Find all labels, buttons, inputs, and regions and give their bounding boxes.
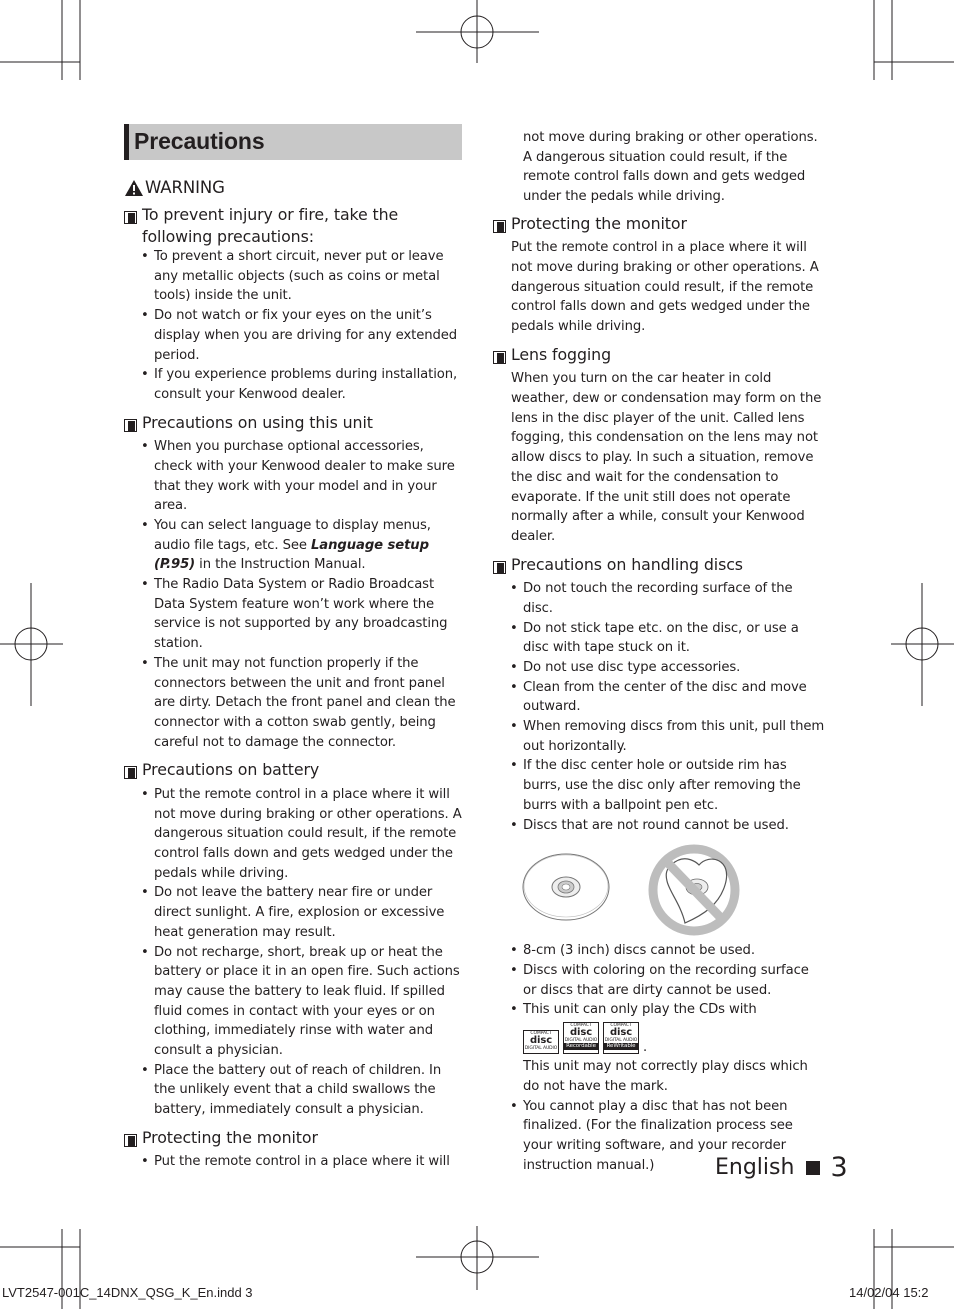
cd-logos: COMPACT disc DIGITAL AUDIO COMPACT disc DIGITAL AUDIO Recordable COMPACT disc DIGITAL AUDIO ReWritable . [524, 1023, 648, 1056]
list-item: • Put the remote control in a place where it will [141, 1154, 450, 1170]
section-heading: Lens fogging [493, 344, 825, 370]
page-footer [715, 1153, 848, 1183]
list-item: • Discs that are not round cannot be used. [510, 817, 789, 833]
title-bar [124, 124, 462, 160]
compact-disc-logo: COMPACT disc DIGITAL AUDIO [523, 1030, 559, 1054]
list-item: • This unit can only play the CDs with [510, 1002, 757, 1018]
paragraph: When you turn on the car heater in cold weather, dew or condensation may form on the lens in the disc player of the unit. Called lens fogging, this condensation on the lens may not allow discs to play. In such a situation, remove the disc and wait for the condensation to evaporate. If the unit still does not operate normally after a while, consult your Kenwood dealer. [511, 371, 822, 544]
footer-square-icon [806, 1161, 820, 1175]
section-heading: Protecting the monitor [493, 213, 825, 239]
list-item: • Discs with coloring on the recording surface or discs that are dirty cannot be used. [510, 963, 809, 998]
warning-icon [124, 179, 144, 197]
list-item: • If you experience problems during installation, consult your Kenwood dealer. [141, 367, 458, 402]
list-item: • Place the battery out of reach of children. In the unlikely event that a child swallows the battery, immediately consult a physician. [141, 1062, 442, 1118]
list-item: • The Radio Data System or Radio Broadcast Data System feature won’t work where the service is not supported by any broadcasting station. [141, 577, 448, 652]
warning-heading [124, 178, 462, 198]
list-item: • Do not use disc type accessories. [510, 659, 741, 675]
section-square-icon [124, 759, 138, 785]
list-item: • To prevent a short circuit, never put or leave any metallic objects (such as coins or metal tools) inside the unit. [141, 249, 444, 304]
slug-filename: LVT2547-001C_14DNX_QSG_K_En.indd 3 [2, 1285, 253, 1300]
list-item: • Clean from the center of the disc and move outward. [510, 679, 807, 715]
list-item: • Do not touch the recording surface of the disc. [510, 581, 793, 616]
left-column [124, 124, 462, 1172]
list-item: • Do not leave the battery near fire or under direct sunlight. A fire, explosion or excessive heat generation may result. [141, 885, 445, 940]
bullet-list [493, 579, 825, 835]
section-square-icon [124, 412, 138, 438]
bullet-list [124, 247, 462, 405]
list-item: • Do not recharge, short, break up or heat the battery or place it in an open fire. Such actions may cause the battery to leak fluid. If spilled fluid comes in contact with your eyes or on clothing, immediately rinse with water and consult a physician. [141, 944, 460, 1059]
disc-shapes-icon [521, 843, 751, 938]
section-heading: Precautions on handling discs [493, 554, 825, 580]
section-heading: To prevent injury or fire, take the following precautions: [124, 204, 462, 247]
section-square-icon [493, 554, 507, 580]
list-item: • When you purchase optional accessories, check with your Kenwood dealer to make sure that they work with your model and in your area. [141, 439, 455, 514]
language-label: English [715, 1155, 795, 1180]
continued-text: not move during braking or other operations. A dangerous situation could result, if the remote control falls down and gets wedged under the pedals while driving. [523, 130, 818, 205]
paragraph: This unit may not correctly play discs which do not have the mark. [523, 1059, 808, 1094]
section-heading: Precautions on using this unit [124, 412, 462, 438]
section-heading: Precautions on battery [124, 759, 462, 785]
section-square-icon [124, 1127, 138, 1153]
compact-disc-rewritable-logo: COMPACT disc DIGITAL AUDIO ReWritable [603, 1022, 639, 1054]
section-square-icon [493, 213, 507, 239]
bullet-list [124, 785, 462, 1120]
bullet-list [124, 437, 462, 752]
cross-reference: Language setup (P.95) [154, 537, 429, 573]
list-item: • You can select language to display menus, audio file tags, etc. See Language setup (P.95) in the Instruction Manual. [141, 517, 431, 573]
list-item: • You cannot play a disc that has not been finalized. (For the finalization process see your writing software, and your recorder instruction manual.) [510, 1098, 793, 1173]
list-item: • Do not stick tape etc. on the disc, or use a disc with tape stuck on it. [510, 620, 799, 656]
list-item: • 8-cm (3 inch) discs cannot be used. [510, 943, 755, 959]
round-disc-icon [523, 854, 609, 920]
bullet-list [124, 1152, 462, 1172]
heart-disc-prohibited-icon [653, 849, 735, 931]
right-column [493, 128, 825, 1175]
page-number: 3 [830, 1152, 848, 1183]
section-heading: Protecting the monitor [124, 1127, 462, 1153]
list-item: • When removing discs from this unit, pull them out horizontally. [510, 719, 825, 754]
list-item: • The unit may not function properly if the connectors between the unit and front panel are dirty. Detach the front panel and clean the connector with a cotton swab gently, being careful not to damage the connector. [141, 655, 456, 750]
section-square-icon [493, 344, 507, 370]
list-item: • Put the remote control in a place where it will not move during braking or other operations. A dangerous situation could result, if the remote control falls down and gets wedged under the pedals while driving. [141, 786, 462, 881]
warning-label: WARNING [145, 178, 225, 197]
page-title: Precautions [134, 128, 265, 155]
compact-disc-recordable-logo: COMPACT disc DIGITAL AUDIO Recordable [563, 1022, 599, 1054]
list-item: • Do not watch or fix your eyes on the unit’s display when you are driving for any extended period. [141, 308, 458, 363]
list-item: • If the disc center hole or outside rim has burrs, use the disc only after removing the burrs with a ballpoint pen etc. [510, 758, 801, 813]
paragraph: Put the remote control in a place where it will not move during braking or other operations. A dangerous situation could result, if the remote control falls down and gets wedged under the pedals while driving. [511, 240, 819, 335]
section-square-icon [124, 204, 138, 230]
slug-date: 14/02/04 15:2 [849, 1285, 929, 1300]
disc-illustration [521, 843, 825, 938]
bullet-list [493, 941, 825, 1020]
